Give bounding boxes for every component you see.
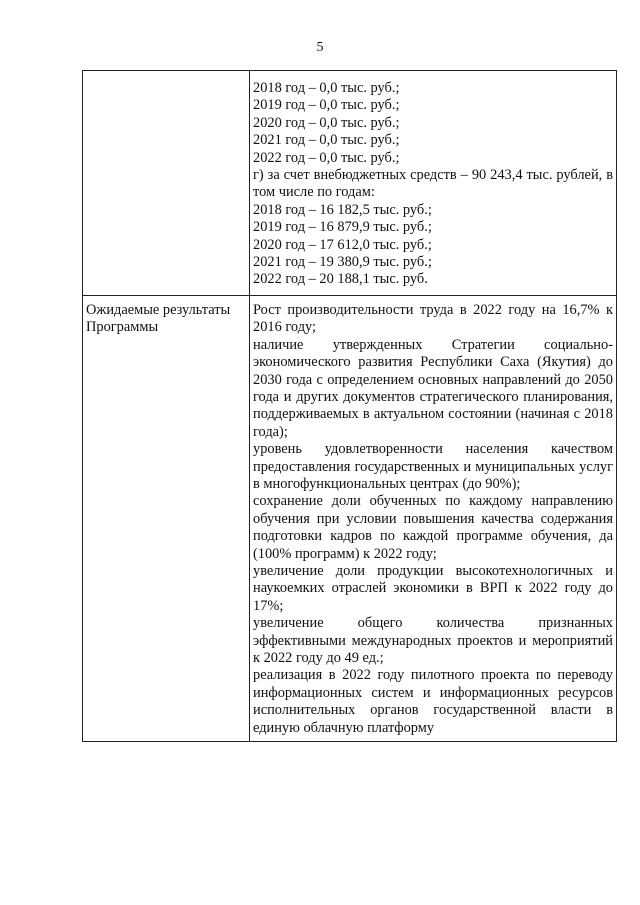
page-number: 5	[316, 40, 324, 55]
extra-budget-line: 2020 год – 17 612,0 тыс. руб.;	[253, 236, 432, 253]
result-item: увеличение общего количества признанных эффективными международных проектов и мероприятий к 2022 году до 49 ед.;	[253, 615, 613, 666]
results-value-cell	[250, 295, 617, 741]
funding-value-cell	[250, 71, 617, 296]
funding-label-cell	[83, 71, 250, 296]
program-passport-table	[82, 70, 617, 742]
funding-line: 2020 год – 0,0 тыс. руб.;	[253, 114, 400, 131]
extra-budget-line: 2022 год – 20 188,1 тыс. руб.	[253, 271, 428, 288]
result-item: наличие утвержденных Стратегии социально-экономического развития Республики Саха (Якутия) до 2030 года с определением основных направлений до 2050 года и других документов стратегического планирования, поддерживаемых в актуальном состоянии (начиная с 2018 года);	[253, 336, 613, 440]
funding-line: 2018 год – 0,0 тыс. руб.;	[253, 80, 400, 96]
results-label-cell	[83, 295, 250, 741]
funding-line: 2019 год – 0,0 тыс. руб.;	[253, 97, 400, 114]
extra-budget-line: 2018 год – 16 182,5 тыс. руб.;	[253, 201, 432, 218]
table-row-funding	[83, 71, 617, 296]
extra-budget-intro: г) за счет внебюджетных средств – 90 243,4 тыс. рублей, в том числе по годам:	[253, 167, 613, 201]
result-item: сохранение доли обученных по каждому направлению обучения при условии повышения качества содержания подготовки кадров по каждой программе обучения, да (100% программ) к 2022 году;	[253, 493, 613, 562]
results-label: Ожидаемые результаты Программы	[86, 301, 231, 336]
funding-line: 2021 год – 0,0 тыс. руб.;	[253, 132, 400, 149]
result-item: Рост производительности труда в 2022 году на 16,7% к 2016 году;	[253, 301, 613, 336]
table-row-expected-results	[83, 295, 617, 741]
extra-budget-line: 2019 год – 16 879,9 тыс. руб.;	[253, 219, 432, 236]
result-item: уровень удовлетворенности населения качеством предоставления государственных и муниципальных услуг в многофункциональных центрах (до 90%);	[253, 441, 613, 492]
result-item: увеличение доли продукции высокотехнологичных и наукоемких отраслей экономики в ВРП к 2022 году до 17%;	[253, 562, 613, 614]
funding-line: 2022 год – 0,0 тыс. руб.;	[253, 149, 400, 166]
result-item: реализация в 2022 году пилотного проекта по переводу информационных систем и информационных ресурсов исполнительных органов государственной власти в единую облачную платформу	[253, 667, 613, 736]
extra-budget-line: 2021 год – 19 380,9 тыс. руб.;	[253, 254, 432, 271]
